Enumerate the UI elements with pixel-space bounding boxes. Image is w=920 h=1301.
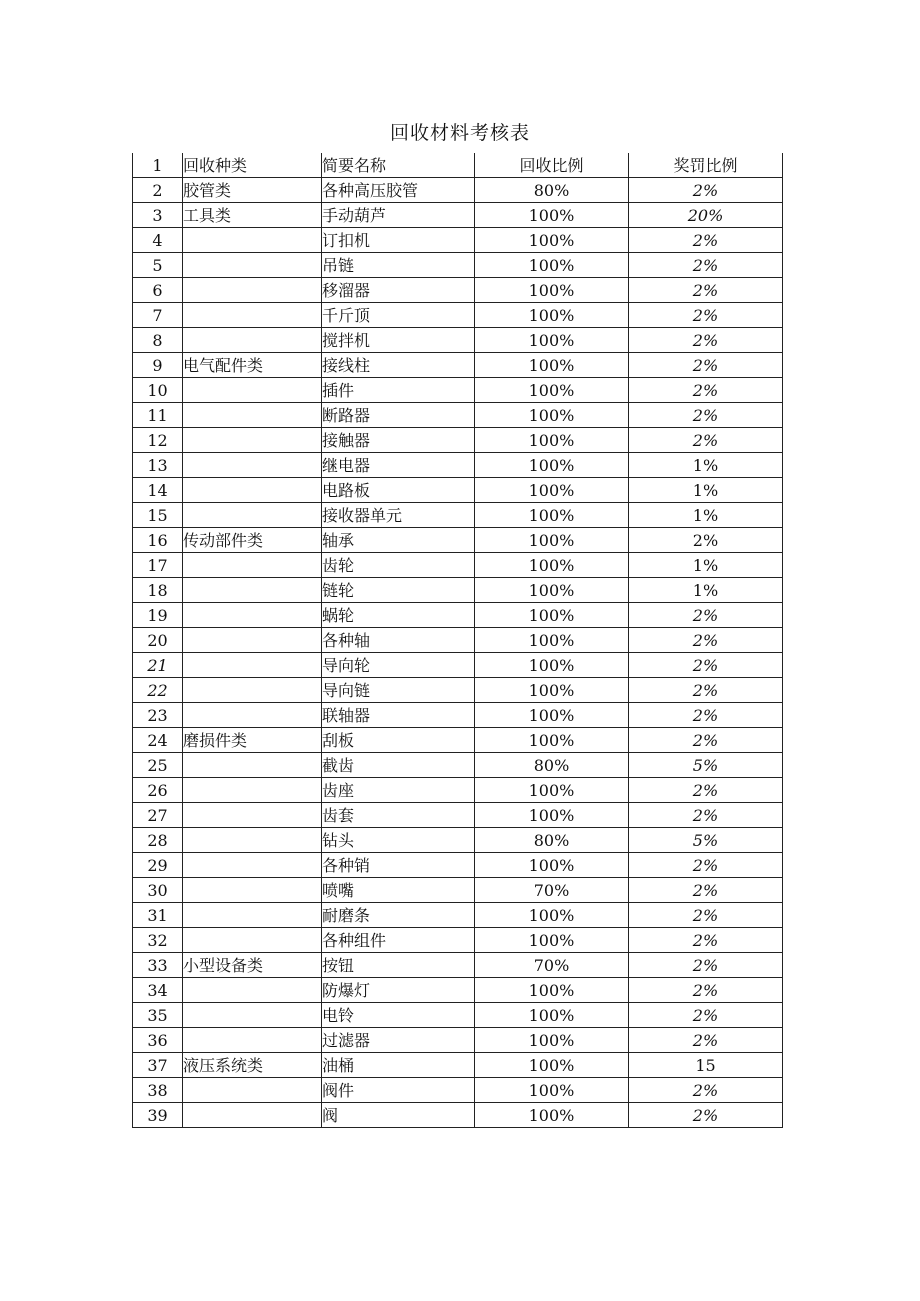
- table-row: [133, 478, 783, 503]
- table-row: [133, 578, 783, 603]
- recovery-rate-cell: 100%: [475, 278, 629, 303]
- row-number: 1: [133, 153, 183, 178]
- row-number: 36: [133, 1028, 183, 1053]
- category-cell: [183, 603, 322, 628]
- category-cell: [183, 478, 322, 503]
- row-number: 27: [133, 803, 183, 828]
- category-cell: [183, 1003, 322, 1028]
- table-row: [133, 953, 783, 978]
- penalty-rate-cell: 2%: [629, 528, 783, 553]
- item-name-cell: 简要名称: [322, 153, 475, 178]
- category-cell: [183, 278, 322, 303]
- category-cell: [183, 253, 322, 278]
- item-name-cell: 联轴器: [322, 703, 475, 728]
- table-row: [133, 828, 783, 853]
- recovery-rate-cell: 100%: [475, 428, 629, 453]
- penalty-rate-cell: 5%: [629, 828, 783, 853]
- item-name-cell: 接触器: [322, 428, 475, 453]
- row-number: 20: [133, 628, 183, 653]
- penalty-rate-cell: 2%: [629, 1028, 783, 1053]
- penalty-rate-cell: 2%: [629, 728, 783, 753]
- item-name-cell: 导向轮: [322, 653, 475, 678]
- item-name-cell: 接线柱: [322, 353, 475, 378]
- row-number: 18: [133, 578, 183, 603]
- table-row: [133, 1078, 783, 1103]
- item-name-cell: 齿轮: [322, 553, 475, 578]
- table-row: [133, 203, 783, 228]
- row-number: 6: [133, 278, 183, 303]
- table-row: [133, 853, 783, 878]
- item-name-cell: 刮板: [322, 728, 475, 753]
- category-cell: 传动部件类: [183, 528, 322, 553]
- row-number: 10: [133, 378, 183, 403]
- recovery-rate-cell: 100%: [475, 1003, 629, 1028]
- item-name-cell: 按钮: [322, 953, 475, 978]
- table-row: [133, 903, 783, 928]
- penalty-rate-cell: 1%: [629, 553, 783, 578]
- category-cell: [183, 903, 322, 928]
- table-row: [133, 503, 783, 528]
- table-row: [133, 353, 783, 378]
- penalty-rate-cell: 2%: [629, 403, 783, 428]
- table-row: [133, 328, 783, 353]
- table-row: [133, 628, 783, 653]
- recovery-rate-cell: 100%: [475, 678, 629, 703]
- penalty-rate-cell: 2%: [629, 703, 783, 728]
- item-name-cell: 电路板: [322, 478, 475, 503]
- item-name-cell: 各种高压胶管: [322, 178, 475, 203]
- table-row: [133, 678, 783, 703]
- penalty-rate-cell: 2%: [629, 928, 783, 953]
- table-row: [133, 703, 783, 728]
- recovery-rate-cell: 80%: [475, 178, 629, 203]
- category-cell: [183, 1103, 322, 1128]
- recovery-rate-cell: 80%: [475, 828, 629, 853]
- table-row: [133, 278, 783, 303]
- row-number: 11: [133, 403, 183, 428]
- table-row: [133, 1028, 783, 1053]
- table-row: [133, 228, 783, 253]
- penalty-rate-cell: 2%: [629, 228, 783, 253]
- row-number: 15: [133, 503, 183, 528]
- row-number: 2: [133, 178, 183, 203]
- row-number: 28: [133, 828, 183, 853]
- category-cell: 电气配件类: [183, 353, 322, 378]
- recovery-rate-cell: 100%: [475, 303, 629, 328]
- recovery-rate-cell: 100%: [475, 853, 629, 878]
- recovery-rate-cell: 100%: [475, 1078, 629, 1103]
- table-row: [133, 603, 783, 628]
- recovery-rate-cell: 100%: [475, 453, 629, 478]
- item-name-cell: 阀件: [322, 1078, 475, 1103]
- item-name-cell: 喷嘴: [322, 878, 475, 903]
- item-name-cell: 插件: [322, 378, 475, 403]
- row-number: 17: [133, 553, 183, 578]
- table-row: [133, 978, 783, 1003]
- penalty-rate-cell: 15: [629, 1053, 783, 1078]
- penalty-rate-cell: 2%: [629, 653, 783, 678]
- category-cell: 胶管类: [183, 178, 322, 203]
- penalty-rate-cell: 1%: [629, 478, 783, 503]
- recovery-rate-cell: 100%: [475, 553, 629, 578]
- penalty-rate-cell: 2%: [629, 678, 783, 703]
- row-number: 25: [133, 753, 183, 778]
- penalty-rate-cell: 2%: [629, 853, 783, 878]
- recovery-rate-cell: 100%: [475, 1053, 629, 1078]
- category-cell: [183, 628, 322, 653]
- category-cell: [183, 928, 322, 953]
- table-row: [133, 1003, 783, 1028]
- row-number: 23: [133, 703, 183, 728]
- assessment-table: [132, 153, 783, 1128]
- row-number: 34: [133, 978, 183, 1003]
- row-number: 32: [133, 928, 183, 953]
- row-number: 21: [133, 653, 183, 678]
- penalty-rate-cell: 1%: [629, 503, 783, 528]
- row-number: 3: [133, 203, 183, 228]
- row-number: 8: [133, 328, 183, 353]
- penalty-rate-cell: 2%: [629, 1103, 783, 1128]
- recovery-rate-cell: 100%: [475, 978, 629, 1003]
- item-name-cell: 齿套: [322, 803, 475, 828]
- table-row: [133, 253, 783, 278]
- item-name-cell: 导向链: [322, 678, 475, 703]
- penalty-rate-cell: 奖罚比例: [629, 153, 783, 178]
- table-row: [133, 803, 783, 828]
- item-name-cell: 电铃: [322, 1003, 475, 1028]
- penalty-rate-cell: 2%: [629, 978, 783, 1003]
- table-row: [133, 653, 783, 678]
- table-row: [133, 753, 783, 778]
- recovery-rate-cell: 100%: [475, 478, 629, 503]
- penalty-rate-cell: 2%: [629, 778, 783, 803]
- recovery-rate-cell: 100%: [475, 778, 629, 803]
- penalty-rate-cell: 2%: [629, 603, 783, 628]
- table-row: [133, 553, 783, 578]
- penalty-rate-cell: 1%: [629, 453, 783, 478]
- penalty-rate-cell: 2%: [629, 278, 783, 303]
- item-name-cell: 搅拌机: [322, 328, 475, 353]
- row-number: 29: [133, 853, 183, 878]
- recovery-rate-cell: 100%: [475, 653, 629, 678]
- item-name-cell: 千斤顶: [322, 303, 475, 328]
- document-title: 回收材料考核表: [389, 122, 530, 144]
- penalty-rate-cell: 2%: [629, 803, 783, 828]
- penalty-rate-cell: 2%: [629, 1003, 783, 1028]
- item-name-cell: 防爆灯: [322, 978, 475, 1003]
- table-row: [133, 778, 783, 803]
- recovery-rate-cell: 100%: [475, 228, 629, 253]
- category-cell: [183, 828, 322, 853]
- category-cell: [183, 778, 322, 803]
- item-name-cell: 手动葫芦: [322, 203, 475, 228]
- item-name-cell: 过滤器: [322, 1028, 475, 1053]
- recovery-rate-cell: 100%: [475, 378, 629, 403]
- table-body: [133, 153, 783, 1128]
- item-name-cell: 移溜器: [322, 278, 475, 303]
- item-name-cell: 各种组件: [322, 928, 475, 953]
- recovery-rate-cell: 100%: [475, 1103, 629, 1128]
- item-name-cell: 断路器: [322, 403, 475, 428]
- category-cell: [183, 378, 322, 403]
- table-row: [133, 303, 783, 328]
- row-number: 35: [133, 1003, 183, 1028]
- recovery-rate-cell: 100%: [475, 528, 629, 553]
- category-cell: [183, 328, 322, 353]
- item-name-cell: 轴承: [322, 528, 475, 553]
- item-name-cell: 接收器单元: [322, 503, 475, 528]
- row-number: 30: [133, 878, 183, 903]
- row-number: 16: [133, 528, 183, 553]
- penalty-rate-cell: 2%: [629, 903, 783, 928]
- row-number: 37: [133, 1053, 183, 1078]
- penalty-rate-cell: 20%: [629, 203, 783, 228]
- table-row: [133, 728, 783, 753]
- table-row: [133, 928, 783, 953]
- category-cell: 液压系统类: [183, 1053, 322, 1078]
- category-cell: [183, 578, 322, 603]
- row-number: 9: [133, 353, 183, 378]
- recovery-rate-cell: 100%: [475, 578, 629, 603]
- category-cell: [183, 553, 322, 578]
- row-number: 31: [133, 903, 183, 928]
- table-row: [133, 403, 783, 428]
- penalty-rate-cell: 2%: [629, 878, 783, 903]
- penalty-rate-cell: 2%: [629, 378, 783, 403]
- recovery-rate-cell: 100%: [475, 603, 629, 628]
- table-row: [133, 428, 783, 453]
- penalty-rate-cell: 2%: [629, 303, 783, 328]
- category-cell: [183, 853, 322, 878]
- item-name-cell: 各种轴: [322, 628, 475, 653]
- category-cell: [183, 653, 322, 678]
- table-row: [133, 178, 783, 203]
- recovery-rate-cell: 100%: [475, 728, 629, 753]
- penalty-rate-cell: 2%: [629, 178, 783, 203]
- category-cell: [183, 403, 322, 428]
- row-number: 39: [133, 1103, 183, 1128]
- penalty-rate-cell: 5%: [629, 753, 783, 778]
- item-name-cell: 截齿: [322, 753, 475, 778]
- category-cell: [183, 703, 322, 728]
- category-cell: 回收种类: [183, 153, 322, 178]
- recovery-rate-cell: 100%: [475, 328, 629, 353]
- category-cell: [183, 228, 322, 253]
- category-cell: [183, 503, 322, 528]
- penalty-rate-cell: 2%: [629, 1078, 783, 1103]
- category-cell: [183, 803, 322, 828]
- category-cell: 磨损件类: [183, 728, 322, 753]
- table-row: [133, 378, 783, 403]
- row-number: 4: [133, 228, 183, 253]
- recovery-rate-cell: 100%: [475, 403, 629, 428]
- table-header-row: [133, 153, 783, 178]
- category-cell: [183, 753, 322, 778]
- category-cell: [183, 428, 322, 453]
- row-number: 5: [133, 253, 183, 278]
- penalty-rate-cell: 2%: [629, 353, 783, 378]
- item-name-cell: 阀: [322, 1103, 475, 1128]
- item-name-cell: 链轮: [322, 578, 475, 603]
- category-cell: [183, 678, 322, 703]
- category-cell: [183, 878, 322, 903]
- penalty-rate-cell: 1%: [629, 578, 783, 603]
- recovery-rate-cell: 100%: [475, 203, 629, 228]
- table-row: [133, 878, 783, 903]
- recovery-rate-cell: 100%: [475, 903, 629, 928]
- recovery-rate-cell: 100%: [475, 803, 629, 828]
- row-number: 14: [133, 478, 183, 503]
- row-number: 13: [133, 453, 183, 478]
- table-row: [133, 453, 783, 478]
- row-number: 26: [133, 778, 183, 803]
- recovery-rate-cell: 回收比例: [475, 153, 629, 178]
- table-row: [133, 1053, 783, 1078]
- penalty-rate-cell: 2%: [629, 328, 783, 353]
- row-number: 24: [133, 728, 183, 753]
- item-name-cell: 齿座: [322, 778, 475, 803]
- table-row: [133, 528, 783, 553]
- recovery-rate-cell: 100%: [475, 503, 629, 528]
- category-cell: [183, 303, 322, 328]
- category-cell: [183, 453, 322, 478]
- penalty-rate-cell: 2%: [629, 428, 783, 453]
- penalty-rate-cell: 2%: [629, 628, 783, 653]
- category-cell: 小型设备类: [183, 953, 322, 978]
- item-name-cell: 吊链: [322, 253, 475, 278]
- recovery-rate-cell: 70%: [475, 953, 629, 978]
- item-name-cell: 油桶: [322, 1053, 475, 1078]
- item-name-cell: 钻头: [322, 828, 475, 853]
- recovery-rate-cell: 100%: [475, 353, 629, 378]
- item-name-cell: 订扣机: [322, 228, 475, 253]
- row-number: 33: [133, 953, 183, 978]
- row-number: 19: [133, 603, 183, 628]
- category-cell: [183, 978, 322, 1003]
- recovery-rate-cell: 100%: [475, 928, 629, 953]
- recovery-rate-cell: 100%: [475, 628, 629, 653]
- item-name-cell: 各种销: [322, 853, 475, 878]
- category-cell: 工具类: [183, 203, 322, 228]
- recovery-rate-cell: 70%: [475, 878, 629, 903]
- recovery-rate-cell: 100%: [475, 1028, 629, 1053]
- item-name-cell: 继电器: [322, 453, 475, 478]
- penalty-rate-cell: 2%: [629, 253, 783, 278]
- row-number: 22: [133, 678, 183, 703]
- row-number: 38: [133, 1078, 183, 1103]
- category-cell: [183, 1078, 322, 1103]
- recovery-rate-cell: 80%: [475, 753, 629, 778]
- penalty-rate-cell: 2%: [629, 953, 783, 978]
- table-row: [133, 1103, 783, 1128]
- category-cell: [183, 1028, 322, 1053]
- row-number: 12: [133, 428, 183, 453]
- recovery-rate-cell: 100%: [475, 703, 629, 728]
- item-name-cell: 耐磨条: [322, 903, 475, 928]
- item-name-cell: 蜗轮: [322, 603, 475, 628]
- recovery-rate-cell: 100%: [475, 253, 629, 278]
- row-number: 7: [133, 303, 183, 328]
